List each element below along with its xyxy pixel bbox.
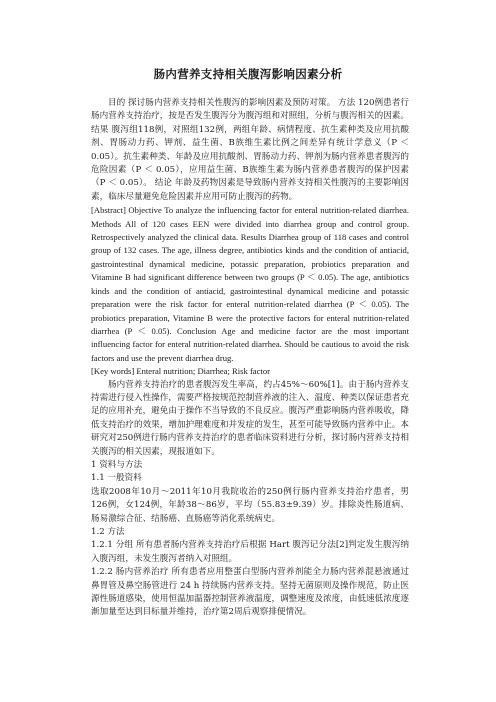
section-heading: 1 资料与方法 xyxy=(91,459,143,470)
keywords: [Key words] Enteral nutrition; Diarrhea; Risk factor xyxy=(91,366,270,377)
general-data-paragraph: 选取2008年10月～2011年10月我院收治的250例行肠内营养支持治疗患者，男126例，女124例，年龄38～86岁，平均（55.83±9.39）岁。排除炎性肠道病、肠易激综合征、结肠癌、直肠癌等消化系统病史。 xyxy=(91,486,409,524)
subsection-heading: 1.1 一般资料 xyxy=(91,473,142,484)
grouping-paragraph: 1.2.1 分组 所有患者肠内营养支持治疗后根据 Hart 腹泻记分法[2]判定发生腹泻纳入腹泻组，未发生腹泻者纳入对照组。 xyxy=(91,540,409,564)
intro-paragraph: 肠内营养支持治疗的患者腹泻发生率高，约占45%～60%[1]。由于肠内营养支持需进行侵入性操作，需要严格按规范控制营养液的注入、温度、种类以保证患者充足的应用补充，避免由于操作不当导致的不良反应。腹泻严重影响肠内营养吸收，降低支持治疗的效果，增加护理难度和并发症的发生，甚至可能导致肠内营养中止。本研究对250例进行肠内营养支持治疗的患者临床资料进行分析，探讨肠内营养支持相关腹泻的相关因素，现报道如下。 xyxy=(91,379,409,457)
subsection-heading-methods: 1.2 方法 xyxy=(91,527,125,537)
abstract-chinese: 目的 探讨肠内营养支持相关性腹泻的影响因素及预防对策。 方法 120例患者行肠内营养支持治疗，按是否发生腹泻分为腹泻组和对照组，分析与腹泻相关的因素。 结果 腹泻组118例，对照组132例，两组年龄、病情程度、抗生素种类及应用抗酸剂、胃肠动力药、钾剂、益生菌、B族维生素比例之间差异有统计学意义（P ＜ 0.05）。抗生素种类、年龄及应用抗酸剂、胃肠动力药、钾剂为肠内营养患者腹泻的危险因素（P ＜ 0.05），应用益生菌、B族维生素为肠内营养患者腹泻的保护因素（P ＜ 0.05）。 结论 年龄及药物因素是导致肠内营养支持相关性腹泻的主要影响因素，临床尽量避免危险因素并应用可防止腹泻的药物。 xyxy=(91,98,409,202)
page-title: 肠内营养支持相关腹泻影响因素分析 xyxy=(153,67,343,81)
abstract-english: [Abstract] Objective To analyze the influencing factor for enteral nutrition-related diarrhea. Methods All of 120 cases EEN were divided into diarrhea group and control group. Retrospectively analyzed the clinical data. Results Diarrhea group of 118 cases and control group of 132 cases. The age, illness degree, antibiotics kinds and the condition of antiacid, gastrointestinal dynamical medicine, potassic preparation, probiotics preparation and Vitamine B had significant difference between two groups (P ＜ 0.05). The age, antibiotics kinds and the condition of antiacid, gastrointestinal dynamical medicine and potassic preparation were the risk factor for enteral nutrition-related diarrhea (P ＜ 0.05). The probiotics preparation, Vitamine B were the protective factors for enteral nutrition-related diarrhea (P ＜ 0.05). Conclusion Age and medicine factor are the most important influencing factor for enteral nutrition-related diarrhea. Should be cautious to avoid the risk factors and use the prevent diarrhea drug. xyxy=(91,205,409,363)
article-body xyxy=(91,97,409,620)
nutrition-therapy-paragraph: 1.2.2 肠内营养治疗 所有患者应用整蛋白型肠内营养剂能全力肠内营养混悬液通过鼻胃管及鼻空肠管进行 24 h 持续肠内营养支持。坚持无菌原则及操作规范，防止医源性肠道感染，使用恒温加温器控制营养液温度，调整速度及浓度，由低速低浓度逐渐加量至达到目标量并维持，治疗第2周后观察排便情况。 xyxy=(91,567,409,618)
